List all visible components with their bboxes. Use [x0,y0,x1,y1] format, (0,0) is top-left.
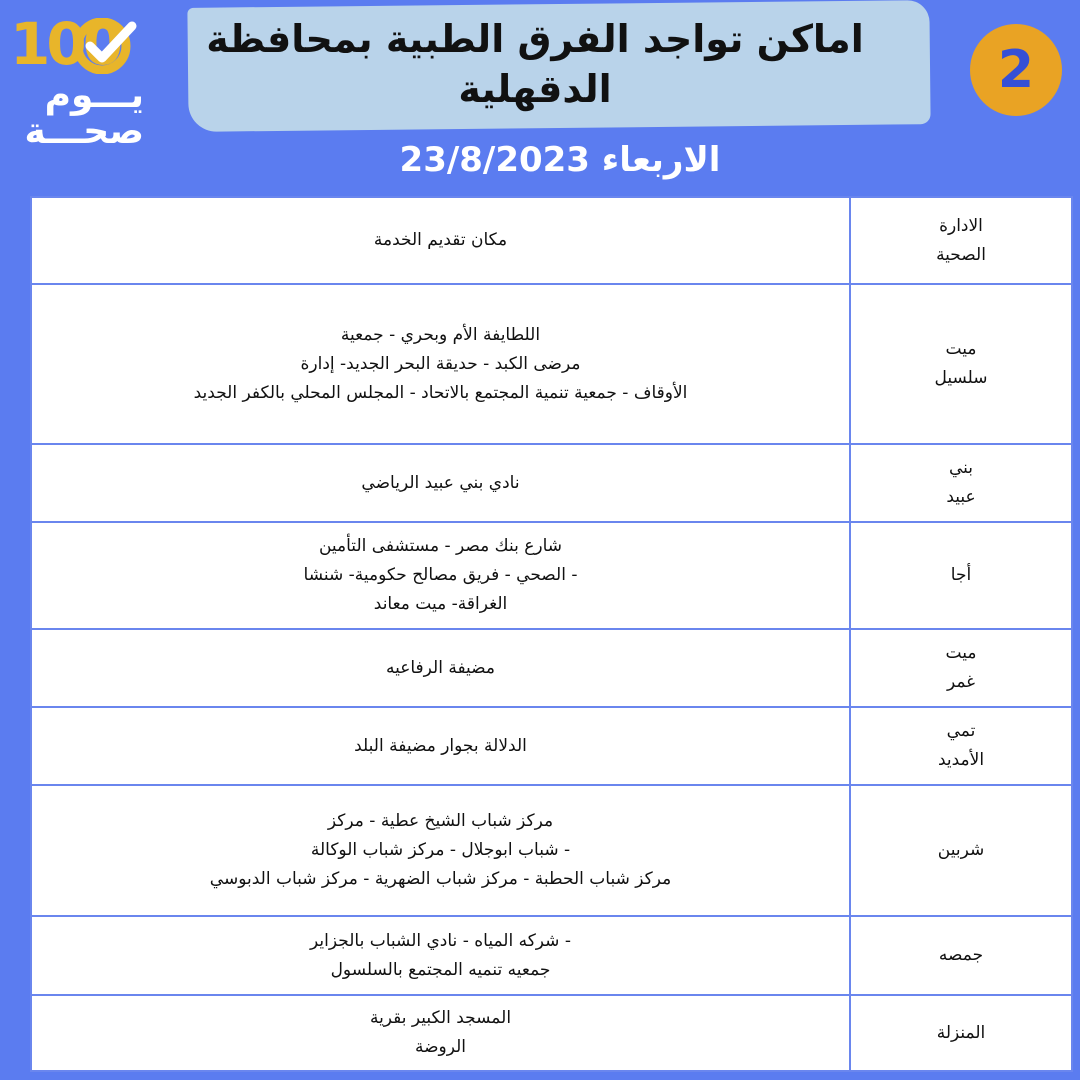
table-row [31,785,1072,916]
table-row [31,522,1072,629]
page-title: اماكن تواجد الفرق الطبية بمحافظة الدقهلية [206,17,864,111]
row-place: - شركه المياه - نادي الشباب بالجزاير جمعيه تنميه المجتمع بالسلسول [31,916,850,995]
table-row [31,916,1072,995]
row-admin: ميت سلسيل [850,284,1072,444]
logo [10,12,150,152]
header-place: مكان تقديم الخدمة [31,197,850,284]
row-admin: المنزلة [850,995,1072,1071]
row-place: مركز شباب الشيخ عطية - مركز - شباب ابوجلال - مركز شباب الوكالة مركز شباب الحطبة - مركز شباب الضهرية - مركز شباب الدبوسي [31,785,850,916]
table-row [31,629,1072,707]
schedule-table [30,196,1073,1072]
table-header-row [31,197,1072,284]
logo-word-health: صحـــة [24,111,144,152]
checkmark-icon [72,18,138,74]
header-admin: الادارة الصحية [850,197,1072,284]
row-place: المسجد الكبير بقرية الروضة [31,995,850,1071]
page-number-badge: 2 [970,24,1062,116]
table-row [31,284,1072,444]
date-label: الاربعاء 23/8/2023 [399,140,721,180]
table-row [31,995,1072,1071]
row-admin: بني عبيد [850,444,1072,522]
row-admin: تمي الأمديد [850,707,1072,785]
row-admin: شربين [850,785,1072,916]
logo-word-day: يـــوم [44,75,144,116]
row-place: اللطايفة الأم وبحري - جمعية مرضى الكبد - حديقة البحر الجديد- إدارة الأوقاف - جمعية تنمية المجتمع بالاتحاد - المجلس المحلي بالكفر الجديد [31,284,850,444]
row-place: مضيفة الرفاعيه [31,629,850,707]
row-place: شارع بنك مصر - مستشفى التأمين - الصحي - فريق مصالح حكومية- شنشا الغراقة- ميت معاند [31,522,850,629]
table-row [31,444,1072,522]
logo-number: 100 [10,10,120,78]
row-admin: ميت غمر [850,629,1072,707]
row-admin: أجا [850,522,1072,629]
row-admin: جمصه [850,916,1072,995]
row-place: نادي بني عبيد الرياضي [31,444,850,522]
table-row [31,707,1072,785]
row-place: الدلالة بجوار مضيفة البلد [31,707,850,785]
